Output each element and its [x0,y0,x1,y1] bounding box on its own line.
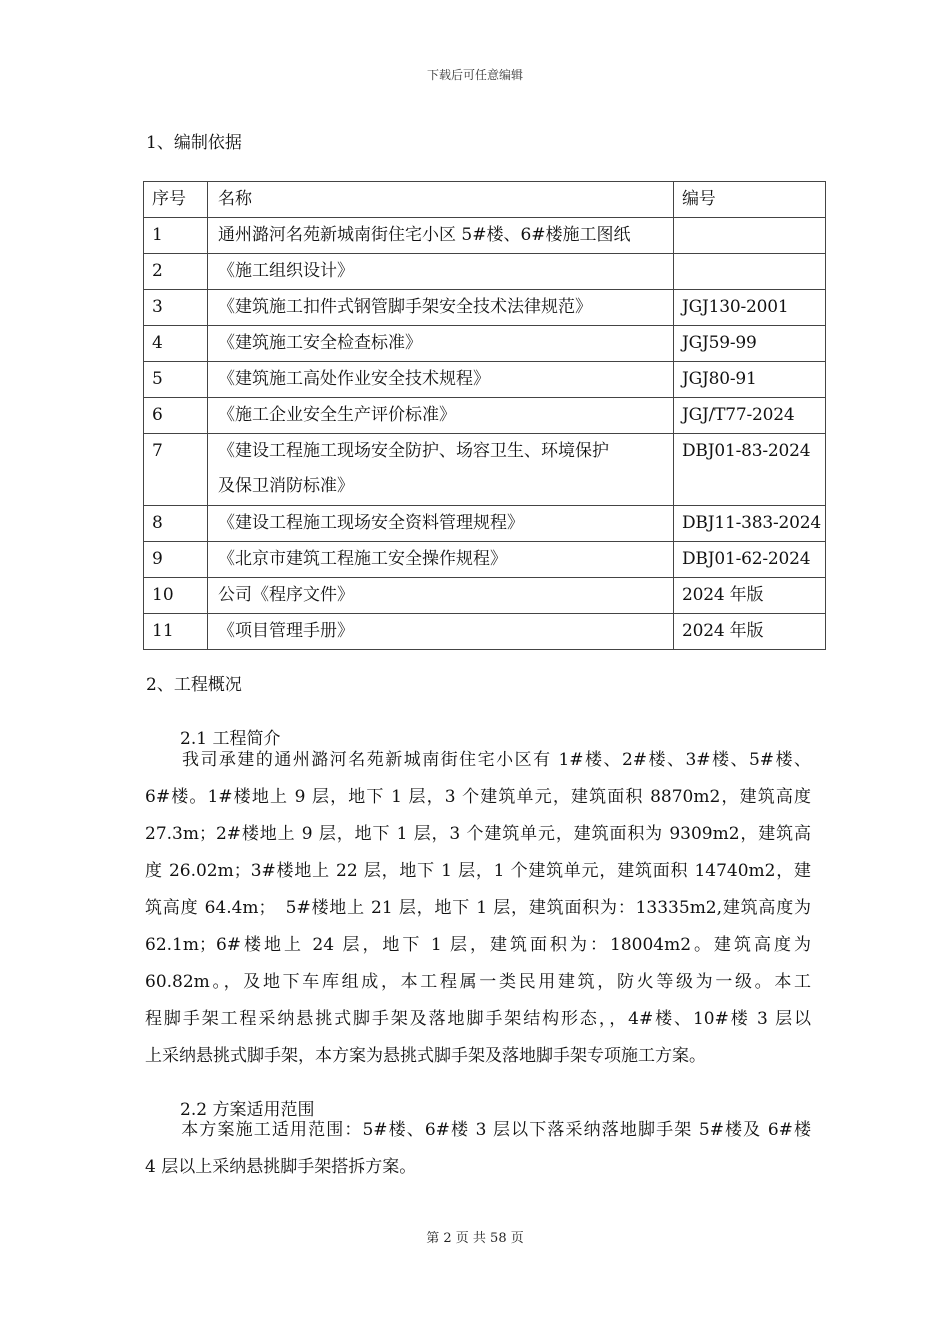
table-row [144,614,826,650]
cell-name-line-2: 及保卫消防标准》 [218,476,354,496]
table-row [144,362,826,398]
cell-name: 《建筑施工高处作业安全技术规程》 [208,362,674,398]
table-row [144,578,826,614]
cell-name [208,434,674,506]
cell-index: 9 [144,542,208,578]
table-row [144,218,826,254]
cell-code: JGJ80-91 [674,362,826,398]
text-line: 筑高度 64.4m； 5#楼地上 21 层，地下 1 层，建筑面积为：13335m2,建筑高度为 [145,898,811,918]
table-row [144,326,826,362]
cell-code: DBJ01-83-2024 [674,434,826,506]
cell-code [674,254,826,290]
text-line: 上采纳悬挑式脚手架，本方案为悬挑式脚手架及落地脚手架专项施工方案。 [145,1046,706,1066]
reference-table [143,181,826,650]
cell-name: 《北京市建筑工程施工安全操作规程》 [208,542,674,578]
section-title-basis: 1、编制依据 [146,133,242,153]
cell-name: 《施工组织设计》 [208,254,674,290]
cell-name: 《项目管理手册》 [208,614,674,650]
cell-index: 4 [144,326,208,362]
section-title-overview: 2、工程概况 [146,675,242,695]
text-line: 6#楼。1#楼地上 9 层，地下 1 层，3 个建筑单元，建筑面积 8870m2，建筑高度 [145,787,811,807]
cell-code: JGJ/T77-2024 [674,398,826,434]
cell-index: 2 [144,254,208,290]
header-index: 序号 [144,182,208,218]
cell-index: 6 [144,398,208,434]
table-row [144,506,826,542]
cell-name: 通州潞河名苑新城南街住宅小区 5#楼、6#楼施工图纸 [208,218,674,254]
cell-code: 2024 年版 [674,614,826,650]
text-line: 60.82m。，及地下车库组成，本工程属一类民用建筑，防火等级为一级。本工 [145,972,811,992]
header-code: 编号 [674,182,826,218]
text-line: 62.1m；6#楼地上 24 层，地下 1 层，建筑面积为：18004m2。建筑高度为 [145,935,811,955]
cell-code: JGJ59-99 [674,326,826,362]
text-line: 4 层以上采纳悬挑脚手架搭拆方案。 [145,1157,417,1177]
cell-index: 3 [144,290,208,326]
text-line: 程脚手架工程采纳悬挑式脚手架及落地脚手架结构形态，，4#楼、10#楼 3 层以 [145,1009,811,1029]
cell-code: JGJ130-2001 [674,290,826,326]
table-row [144,434,826,506]
paragraph-intro [145,742,811,1075]
cell-index: 5 [144,362,208,398]
cell-name-line-1: 《建设工程施工现场安全防护、场容卫生、环境保护 [218,441,609,461]
cell-index: 7 [144,434,208,506]
subsection-title-scope: 2.2 方案适用范围 [180,1100,315,1120]
table-row [144,542,826,578]
page-number: 第 2 页 共 58 页 [426,1231,524,1246]
cell-name: 《施工企业安全生产评价标准》 [208,398,674,434]
text-line: 我司承建的通州潞河名苑新城南街住宅小区有 1#楼、2#楼、3#楼、5#楼、 [145,750,811,770]
table-header-row [144,182,826,218]
cell-name: 《建筑施工扣件式钢管脚手架安全技术法律规范》 [208,290,674,326]
table-row [144,290,826,326]
table-row [144,398,826,434]
cell-index: 8 [144,506,208,542]
cell-name: 《建筑施工安全检查标准》 [208,326,674,362]
page-header-note: 下载后可任意编辑 [426,68,523,82]
cell-index: 10 [144,578,208,614]
cell-index: 1 [144,218,208,254]
text-line: 本方案施工适用范围：5#楼、6#楼 3 层以下落采纳落地脚手架 5#楼及 6#楼 [145,1120,811,1140]
cell-name: 公司《程序文件》 [208,578,674,614]
text-line: 度 26.02m；3#楼地上 22 层，地下 1 层，1 个建筑单元，建筑面积 14740m2，建 [145,861,811,881]
text-line: 27.3m；2#楼地上 9 层，地下 1 层，3 个建筑单元，建筑面积为 9309m2，建筑高 [145,824,811,844]
cell-index: 11 [144,614,208,650]
cell-code: DBJ01-62-2024 [674,542,826,578]
paragraph-scope [145,1112,811,1186]
cell-code [674,218,826,254]
header-name: 名称 [208,182,674,218]
subsection-title-intro: 2.1 工程简介 [180,729,281,749]
table-row [144,254,826,290]
cell-code: DBJ11-383-2024 [674,506,826,542]
cell-code: 2024 年版 [674,578,826,614]
cell-name: 《建设工程施工现场安全资料管理规程》 [208,506,674,542]
